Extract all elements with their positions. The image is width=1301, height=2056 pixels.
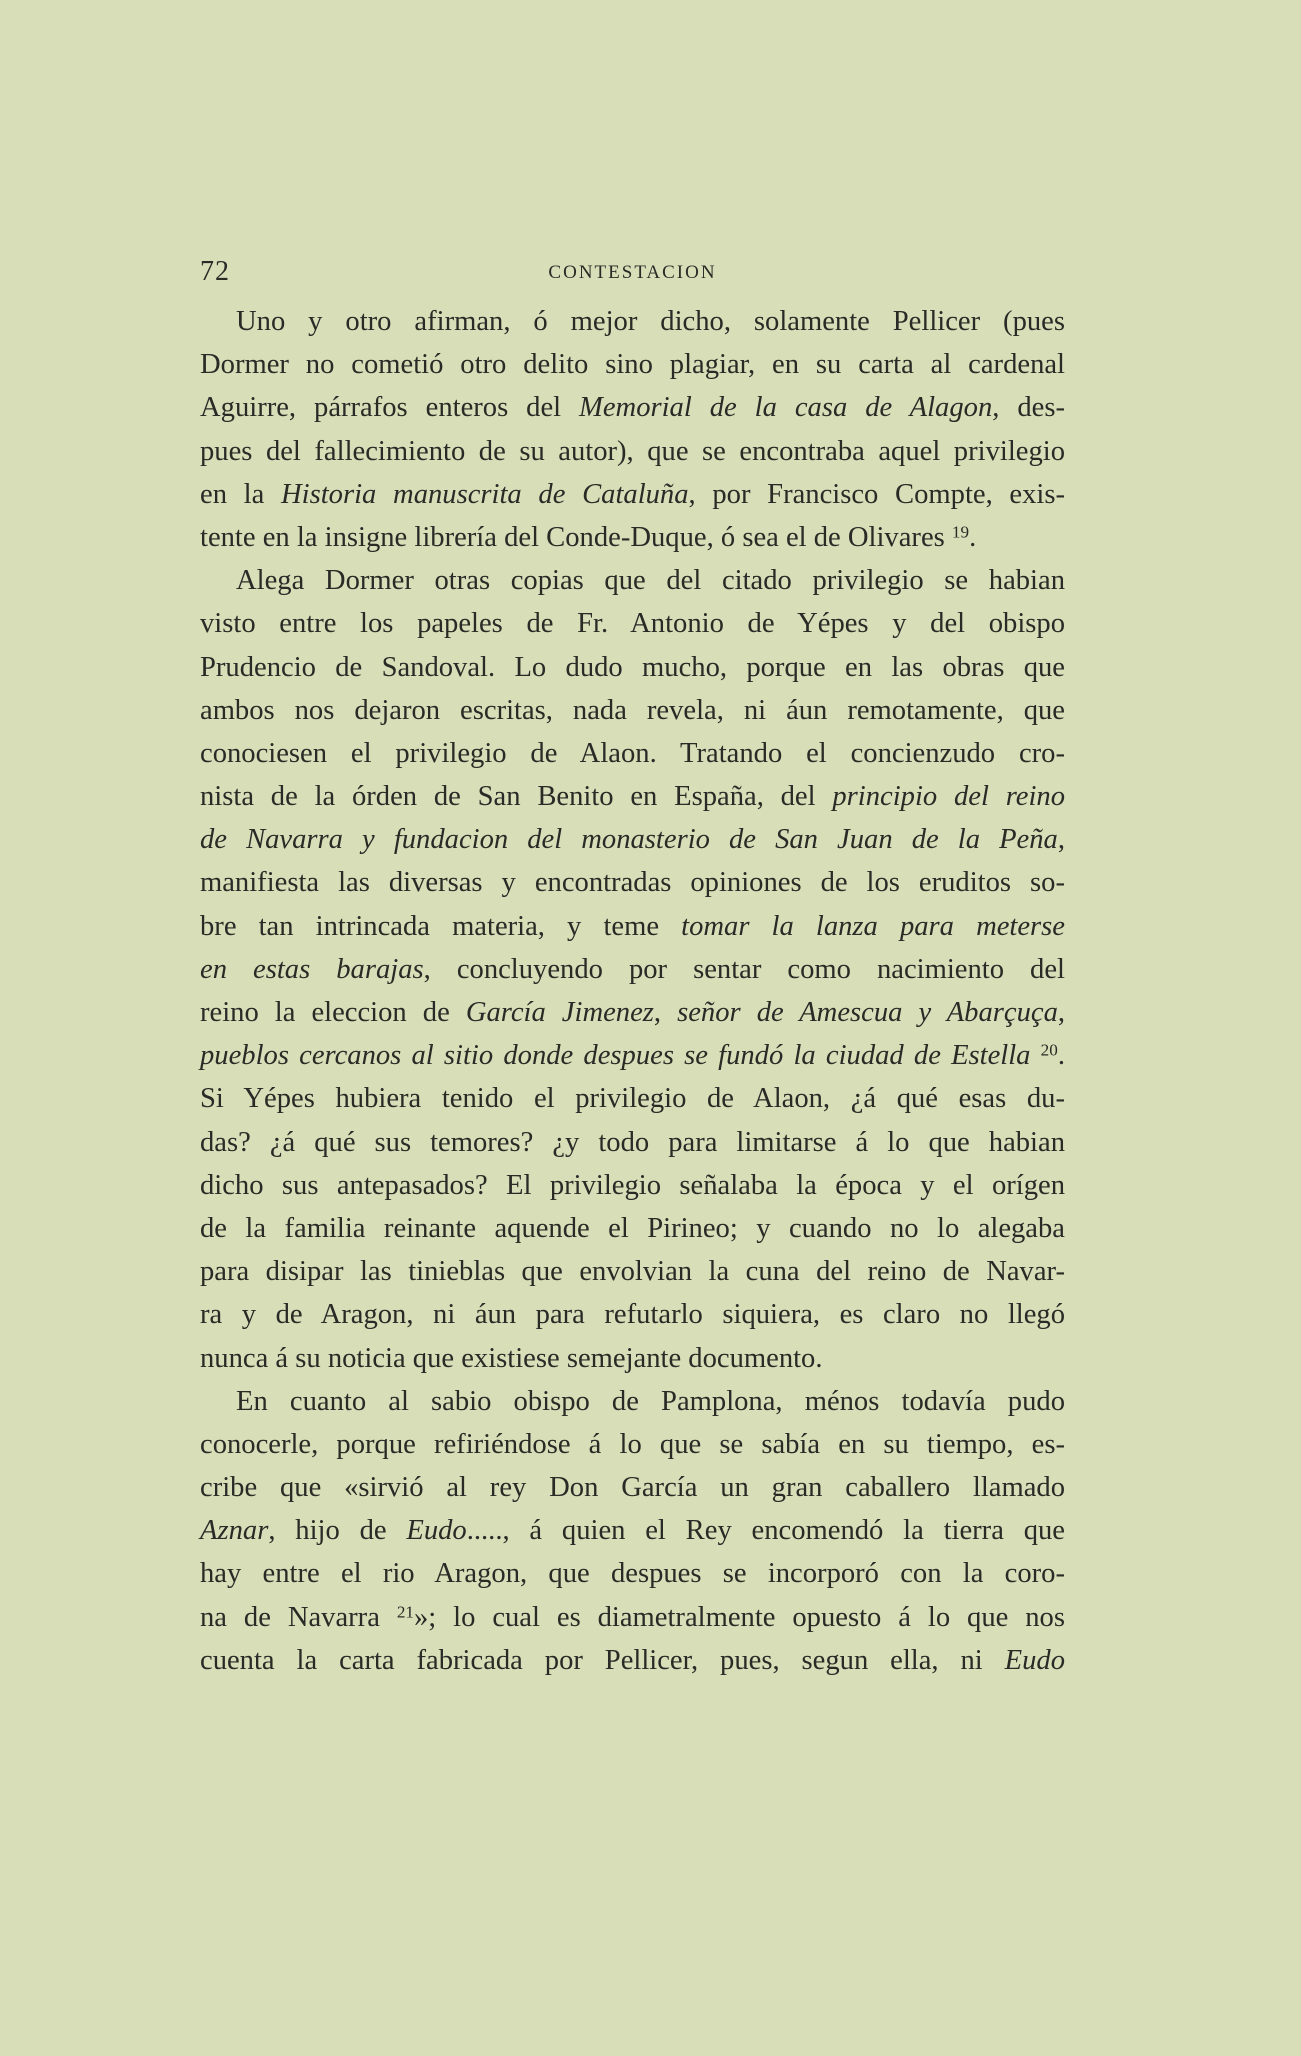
text-line (200, 775, 1065, 818)
footnote-ref: 21 (396, 1602, 414, 1622)
text-segment: , hijo de (268, 1515, 407, 1547)
italic-text: Eudo (1004, 1644, 1065, 1676)
text-segment: Alega Dormer otras copias que del citado privilegio se habian (236, 565, 1065, 597)
text-segment: , por Francisco Compte, exis- (688, 478, 1065, 510)
text-segment: en la (200, 478, 282, 510)
text-line (200, 473, 1065, 516)
italic-text: pueblos cercanos al sitio donde despues se fundó la ciudad de Estella (200, 1040, 1031, 1072)
text-line (200, 905, 1065, 948)
text-segment: . (1057, 1040, 1065, 1072)
text-line (200, 861, 1065, 904)
italic-text: García Jimenez (465, 997, 654, 1028)
body-text (200, 300, 1065, 1682)
text-segment: , (1057, 997, 1066, 1028)
footnote-ref: 19 (951, 522, 970, 542)
text-line (200, 1423, 1065, 1466)
text-segment: nista de la órden de San Benito en España, del (200, 781, 833, 813)
text-line (200, 1380, 1065, 1423)
text-segment: conociesen el privilegio de Alaon. Tratando el concienzudo cro- (200, 737, 1065, 769)
text-line (200, 818, 1065, 861)
page-number: 72 (200, 256, 230, 287)
footnote-ref: 20 (1040, 1040, 1058, 1060)
text-line (200, 1077, 1065, 1120)
text-segment: das? ¿á qué sus temores? ¿y todo para limitarse á lo que habian (200, 1126, 1065, 1158)
text-line (200, 1337, 1065, 1380)
text-segment: , (1057, 824, 1065, 856)
text-line (200, 1250, 1065, 1293)
italic-text: Eudo (406, 1515, 467, 1547)
text-segment: bre tan intrincada materia, y teme (200, 910, 682, 942)
text-segment: hay entre el rio Aragon, que despues se incorporó con la coro- (200, 1558, 1065, 1590)
text-segment: ambos nos dejaron escritas, nada revela, ni áun remotamente, que (200, 694, 1065, 726)
text-line (200, 1207, 1065, 1250)
text-line (200, 991, 1065, 1034)
text-segment: Prudencio de Sandoval. Lo dudo mucho, porque en las obras que (200, 651, 1065, 683)
text-line (200, 1596, 1065, 1639)
text-segment: , concluyendo por sentar como nacimiento del (423, 953, 1065, 985)
text-segment: conocerle, porque refiriéndose á lo que se sabía en su tiempo, es- (200, 1428, 1065, 1460)
text-segment: En cuanto al sabio obispo de Pamplona, ménos todavía pudo (236, 1385, 1065, 1417)
text-line (200, 1639, 1065, 1682)
italic-text: Memorial de la casa de Alagon (579, 392, 993, 424)
text-line (200, 1293, 1065, 1336)
text-segment: de la familia reinante aquende el Pirineo; y cuando no lo alegaba (200, 1212, 1065, 1244)
text-line (200, 1164, 1065, 1207)
text-segment: para disipar las tinieblas que envolvian la cuna del reino de Navar- (200, 1256, 1065, 1288)
text-segment: ....., á quien el Rey encomendó la tierra que (466, 1515, 1065, 1547)
text-segment: , (653, 997, 678, 1028)
text-line (200, 1466, 1065, 1509)
text-segment: cuenta la carta fabricada por Pellicer, pues, segun ella, ni (200, 1644, 1005, 1676)
text-line (200, 602, 1065, 645)
italic-text: señor de Amescua y Abarçuça (677, 997, 1058, 1028)
italic-text: de Navarra y fundacion del monasterio de San Juan de la Peña (200, 824, 1058, 856)
text-line (200, 386, 1065, 429)
text-line (200, 732, 1065, 775)
text-line (200, 1034, 1065, 1077)
text-line (200, 1121, 1065, 1164)
text-segment: . (969, 521, 977, 553)
text-line (200, 1509, 1065, 1552)
text-line (200, 1552, 1065, 1595)
text-segment (1030, 1040, 1040, 1071)
text-segment: dicho sus antepasados? El privilegio señalaba la época y el orígen (200, 1169, 1065, 1201)
text-segment: Aguirre, párrafos enteros del (200, 392, 580, 424)
text-line (200, 430, 1065, 473)
italic-text: principio del reino (832, 781, 1065, 813)
text-segment: pues del fallecimiento de su autor), que se encontraba aquel privilegio (200, 435, 1065, 467)
text-line (200, 948, 1065, 991)
text-line (200, 300, 1065, 343)
text-line (200, 516, 1065, 559)
text-line (200, 559, 1065, 602)
text-segment: tente en la insigne librería del Conde-Duque, ó sea el de Olivares (200, 521, 952, 553)
page-header (200, 256, 1065, 296)
text-segment: »; lo cual es diametralmente opuesto á lo que nos (413, 1601, 1065, 1633)
text-segment: manifiesta las diversas y encontradas opiniones de los eruditos so- (200, 867, 1065, 899)
text-segment: Si Yépes hubiera tenido el privilegio de Alaon, ¿á qué esas du- (200, 1083, 1065, 1115)
italic-text: Aznar (200, 1515, 269, 1547)
text-line (200, 343, 1065, 386)
running-head: CONTESTACION (548, 262, 717, 283)
italic-text: en estas barajas (200, 953, 424, 985)
italic-text: Historia manuscrita de Cataluña (281, 478, 689, 510)
text-segment: , des- (992, 392, 1065, 424)
text-segment: reino la eleccion de (200, 997, 466, 1028)
text-segment: cribe que «sirvió al rey Don García un gran caballero llamado (200, 1472, 1065, 1504)
text-line (200, 646, 1065, 689)
text-line (200, 689, 1065, 732)
text-segment: nunca á su noticia que existiese semejante documento. (200, 1342, 823, 1374)
italic-text: tomar la lanza para meterse (681, 910, 1065, 942)
text-segment: visto entre los papeles de Fr. Antonio de Yépes y del obispo (200, 608, 1065, 640)
text-segment: ra y de Aragon, ni áun para refutarlo siquiera, es claro no llegó (200, 1299, 1065, 1331)
text-segment: na de Navarra (200, 1601, 397, 1633)
text-segment: Dormer no cometió otro delito sino plagiar, en su carta al cardenal (200, 349, 1065, 381)
text-segment: Uno y otro afirman, ó mejor dicho, solamente Pellicer (pues (236, 306, 1065, 337)
